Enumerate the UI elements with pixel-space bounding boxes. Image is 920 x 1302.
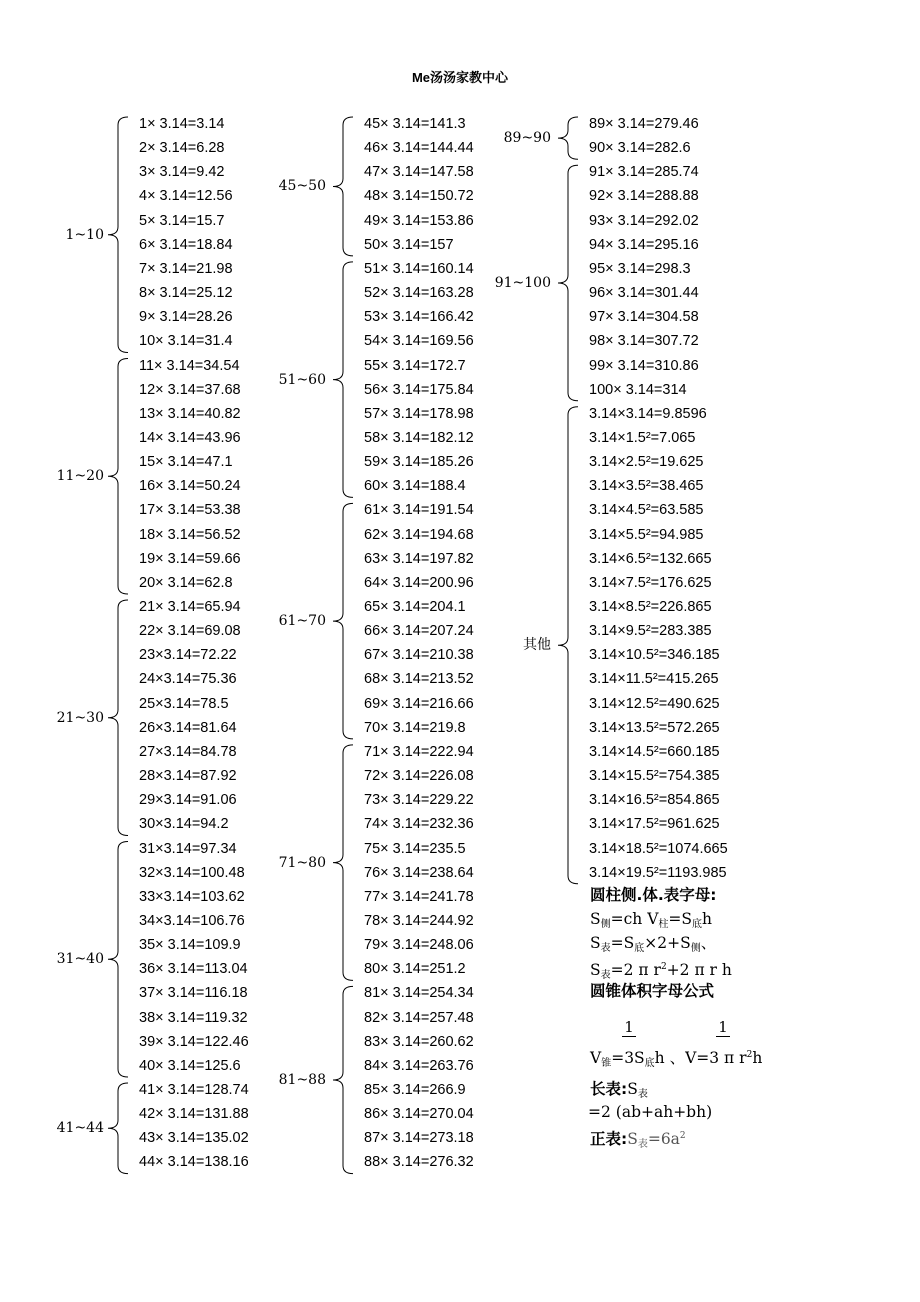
list-item: 3.14×3.14=9.8596 — [589, 405, 707, 422]
list-item: 3.14×8.5²=226.865 — [589, 599, 712, 615]
list-item: 45× 3.14=141.3 — [364, 116, 466, 132]
list-item: 56× 3.14=175.84 — [364, 381, 474, 398]
group-label: 11~20 — [56, 468, 104, 485]
list-item: 62× 3.14=194.68 — [364, 526, 474, 543]
list-item: 1× 3.14=3.14 — [139, 116, 225, 132]
group-brace — [558, 117, 578, 159]
list-item: 12× 3.14=37.68 — [139, 381, 241, 398]
list-item: 13× 3.14=40.82 — [139, 405, 241, 422]
list-item: 72× 3.14=226.08 — [364, 768, 474, 785]
list-item: 24×3.14=75.36 — [139, 671, 237, 688]
list-item: 14× 3.14=43.96 — [139, 429, 241, 446]
list-item: 59× 3.14=185.26 — [364, 454, 474, 471]
list-item: 80× 3.14=251.2 — [364, 961, 466, 978]
list-item: 32×3.14=100.48 — [139, 864, 245, 881]
list-item: 48× 3.14=150.72 — [364, 188, 474, 205]
list-item: 57× 3.14=178.98 — [364, 405, 474, 422]
list-item: 82× 3.14=257.48 — [364, 1009, 474, 1026]
list-item: 34×3.14=106.76 — [139, 912, 245, 929]
list-item: 3.14×1.5²=7.065 — [589, 429, 696, 446]
cuboid-surface-formula: 长表$:S_表$ — [590, 1080, 648, 1100]
list-item: 49× 3.14=153.86 — [364, 212, 474, 229]
list-item: 68× 3.14=213.52 — [364, 671, 474, 688]
list-item: 11× 3.14=34.54 — [139, 357, 240, 374]
list-item: 26×3.14=81.64 — [139, 719, 237, 736]
group-label: 45~50 — [278, 178, 326, 195]
list-item: 95× 3.14=298.3 — [589, 260, 691, 277]
group-brace — [333, 745, 353, 981]
list-item: 3.14×9.5²=283.385 — [589, 623, 712, 640]
list-item: 81× 3.14=254.34 — [364, 985, 474, 1002]
group-brace — [558, 407, 578, 884]
list-item: 23×3.14=72.22 — [139, 647, 237, 664]
list-item: 67× 3.14=210.38 — [364, 647, 474, 664]
list-item: 9× 3.14=28.26 — [139, 309, 233, 326]
list-item: 3.14×11.5²=415.265 — [589, 671, 719, 688]
list-item: 50× 3.14=157 — [364, 236, 454, 253]
list-item: 76× 3.14=238.64 — [364, 864, 474, 881]
list-item: 43× 3.14=135.02 — [139, 1130, 249, 1147]
group-label: 89~90 — [503, 130, 551, 147]
list-item: 3.14×4.5²=63.585 — [589, 502, 704, 519]
list-item: 42× 3.14=131.88 — [139, 1106, 249, 1123]
list-item: 83× 3.14=260.62 — [364, 1033, 474, 1050]
group-brace — [333, 986, 353, 1173]
group-brace — [333, 117, 353, 256]
list-item: 3.14×13.5²=572.265 — [589, 719, 720, 736]
list-item: 79× 3.14=248.06 — [364, 937, 474, 954]
list-item: 90× 3.14=282.6 — [589, 140, 691, 157]
list-item: 2× 3.14=6.28 — [139, 140, 225, 157]
list-item: 74× 3.14=232.36 — [364, 816, 474, 833]
list-item: 31×3.14=97.34 — [139, 840, 237, 857]
list-item: 75× 3.14=235.5 — [364, 840, 466, 857]
fraction-one-third-b: 1 — [716, 1018, 730, 1037]
list-item: 22× 3.14=69.08 — [139, 623, 241, 640]
list-item: 70× 3.14=219.8 — [364, 719, 466, 736]
group-label: 61~70 — [278, 613, 326, 630]
list-item: 89× 3.14=279.46 — [589, 116, 699, 132]
list-item: 100× 3.14=314 — [589, 381, 687, 398]
list-item: 54× 3.14=169.56 — [364, 333, 474, 350]
group-brace — [108, 600, 128, 836]
group-brace — [333, 503, 353, 739]
list-item: 69× 3.14=216.66 — [364, 695, 474, 712]
list-item: 15× 3.14=47.1 — [139, 454, 233, 471]
list-item: 71× 3.14=222.94 — [364, 743, 474, 760]
list-item: 91× 3.14=285.74 — [589, 164, 699, 181]
group-brace — [108, 1083, 128, 1174]
list-item: 44× 3.14=138.16 — [139, 1154, 249, 1171]
cone-volume-formula: $V_锥=3S_底h$ 、V=3 π $r^2h$ — [590, 1049, 763, 1069]
list-item: 84× 3.14=263.76 — [364, 1057, 474, 1074]
list-item: 46× 3.14=144.44 — [364, 140, 474, 157]
list-item: 3.14×2.5²=19.625 — [589, 454, 704, 471]
group-label: 91~100 — [494, 275, 551, 292]
list-item: 3.14×6.5²=132.665 — [589, 550, 712, 567]
group-label: 31~40 — [56, 951, 104, 968]
list-item: 36× 3.14=113.04 — [139, 961, 248, 978]
list-item: 94× 3.14=295.16 — [589, 236, 699, 253]
list-item: 93× 3.14=292.02 — [589, 212, 699, 229]
list-item: 33×3.14=103.62 — [139, 888, 245, 905]
list-item: 98× 3.14=307.72 — [589, 333, 699, 350]
cube-surface-formula: 正表$:S_表=6a^2$ — [590, 1130, 686, 1150]
list-item: 86× 3.14=270.04 — [364, 1106, 474, 1123]
list-item: 3.14×5.5²=94.985 — [589, 526, 704, 543]
list-item: 3.14×19.5²=1193.985 — [589, 864, 727, 881]
list-item: 3.14×16.5²=854.865 — [589, 792, 720, 809]
list-item: 35× 3.14=109.9 — [139, 937, 241, 954]
list-item: 20× 3.14=62.8 — [139, 574, 233, 591]
list-item: 25×3.14=78.5 — [139, 695, 229, 712]
list-item: 28×3.14=87.92 — [139, 768, 237, 785]
list-item: 61× 3.14=191.54 — [364, 502, 474, 519]
cylinder-title: 圆柱侧.体.表字母: — [590, 886, 717, 904]
cuboid-surface-expansion: =2 (ab+ah+bh) — [588, 1103, 713, 1121]
list-item: 16× 3.14=50.24 — [139, 478, 241, 495]
list-item: 40× 3.14=125.6 — [139, 1057, 241, 1074]
list-item: 66× 3.14=207.24 — [364, 623, 474, 640]
list-item: 7× 3.14=21.98 — [139, 260, 233, 277]
list-item: 39× 3.14=122.46 — [139, 1033, 249, 1050]
page-header: Me汤汤家教中心 — [411, 70, 509, 85]
list-item: 10× 3.14=31.4 — [139, 333, 233, 350]
list-item: 60× 3.14=188.4 — [364, 478, 466, 495]
list-item: 52× 3.14=163.28 — [364, 285, 474, 302]
list-item: 3.14×18.5²=1074.665 — [589, 840, 728, 857]
group-brace — [108, 842, 128, 1078]
group-brace — [108, 359, 128, 595]
list-item: 41× 3.14=128.74 — [139, 1082, 249, 1098]
list-item: 27×3.14=84.78 — [139, 743, 237, 760]
list-item: 3× 3.14=9.42 — [139, 164, 225, 181]
list-item: 8× 3.14=25.12 — [139, 285, 233, 302]
list-item: 3.14×3.5²=38.465 — [589, 478, 704, 495]
list-item: 53× 3.14=166.42 — [364, 309, 474, 326]
group-brace — [333, 262, 353, 498]
list-item: 77× 3.14=241.78 — [364, 888, 474, 905]
list-item: 3.14×10.5²=346.185 — [589, 647, 720, 664]
list-item: 51× 3.14=160.14 — [364, 260, 474, 277]
list-item: 29×3.14=91.06 — [139, 792, 237, 809]
list-item: 38× 3.14=119.32 — [139, 1009, 248, 1026]
list-item: 55× 3.14=172.7 — [364, 357, 466, 374]
group-label: 其他 — [523, 637, 551, 654]
list-item: 19× 3.14=59.66 — [139, 550, 241, 567]
list-item: 21× 3.14=65.94 — [139, 599, 241, 615]
list-item: 58× 3.14=182.12 — [364, 429, 474, 446]
list-item: 3.14×14.5²=660.185 — [589, 743, 720, 760]
list-item: 88× 3.14=276.32 — [364, 1154, 474, 1171]
list-item: 85× 3.14=266.9 — [364, 1082, 466, 1098]
cylinder-lateral-volume-formula: $S_侧=ch$ $V_柱=S_底h$ — [590, 910, 712, 930]
list-item: 99× 3.14=310.86 — [589, 357, 699, 374]
list-item: 6× 3.14=18.84 — [139, 236, 233, 253]
list-item: 17× 3.14=53.38 — [139, 502, 241, 519]
list-item: 4× 3.14=12.56 — [139, 188, 233, 205]
list-item: 37× 3.14=116.18 — [139, 985, 248, 1002]
list-item: 30×3.14=94.2 — [139, 816, 229, 833]
cone-title: 圆锥体积字母公式 — [590, 982, 715, 1000]
list-item: 92× 3.14=288.88 — [589, 188, 699, 205]
list-item: 73× 3.14=229.22 — [364, 792, 474, 809]
group-label: 71~80 — [278, 854, 326, 871]
list-item: 5× 3.14=15.7 — [139, 212, 225, 229]
group-label: 81~88 — [278, 1072, 326, 1088]
list-item: 3.14×12.5²=490.625 — [589, 695, 720, 712]
group-label: 21~30 — [56, 709, 104, 726]
cylinder-surface-formula: $S_表=S_底\times 2+S_侧$、 — [590, 934, 717, 954]
list-item: 63× 3.14=197.82 — [364, 550, 474, 567]
list-item: 47× 3.14=147.58 — [364, 164, 474, 181]
group-label: 1~10 — [65, 226, 104, 243]
group-brace — [108, 117, 128, 353]
cylinder-surface-expanded-formula: $S_表=2$ π $r^2+2$ π r h — [590, 961, 732, 981]
list-item: 3.14×15.5²=754.385 — [589, 768, 720, 785]
list-item: 64× 3.14=200.96 — [364, 574, 474, 591]
group-label: 51~60 — [278, 371, 326, 388]
list-item: 3.14×7.5²=176.625 — [589, 574, 712, 591]
list-item: 65× 3.14=204.1 — [364, 599, 466, 615]
group-brace — [558, 165, 578, 400]
group-label: 41~44 — [56, 1120, 104, 1137]
list-item: 87× 3.14=273.18 — [364, 1130, 474, 1147]
fraction-one-third-a: 1 — [622, 1018, 636, 1037]
list-item: 18× 3.14=56.52 — [139, 526, 241, 543]
list-item: 96× 3.14=301.44 — [589, 285, 699, 302]
list-item: 3.14×17.5²=961.625 — [589, 816, 720, 833]
list-item: 78× 3.14=244.92 — [364, 912, 474, 929]
list-item: 97× 3.14=304.58 — [589, 309, 699, 326]
